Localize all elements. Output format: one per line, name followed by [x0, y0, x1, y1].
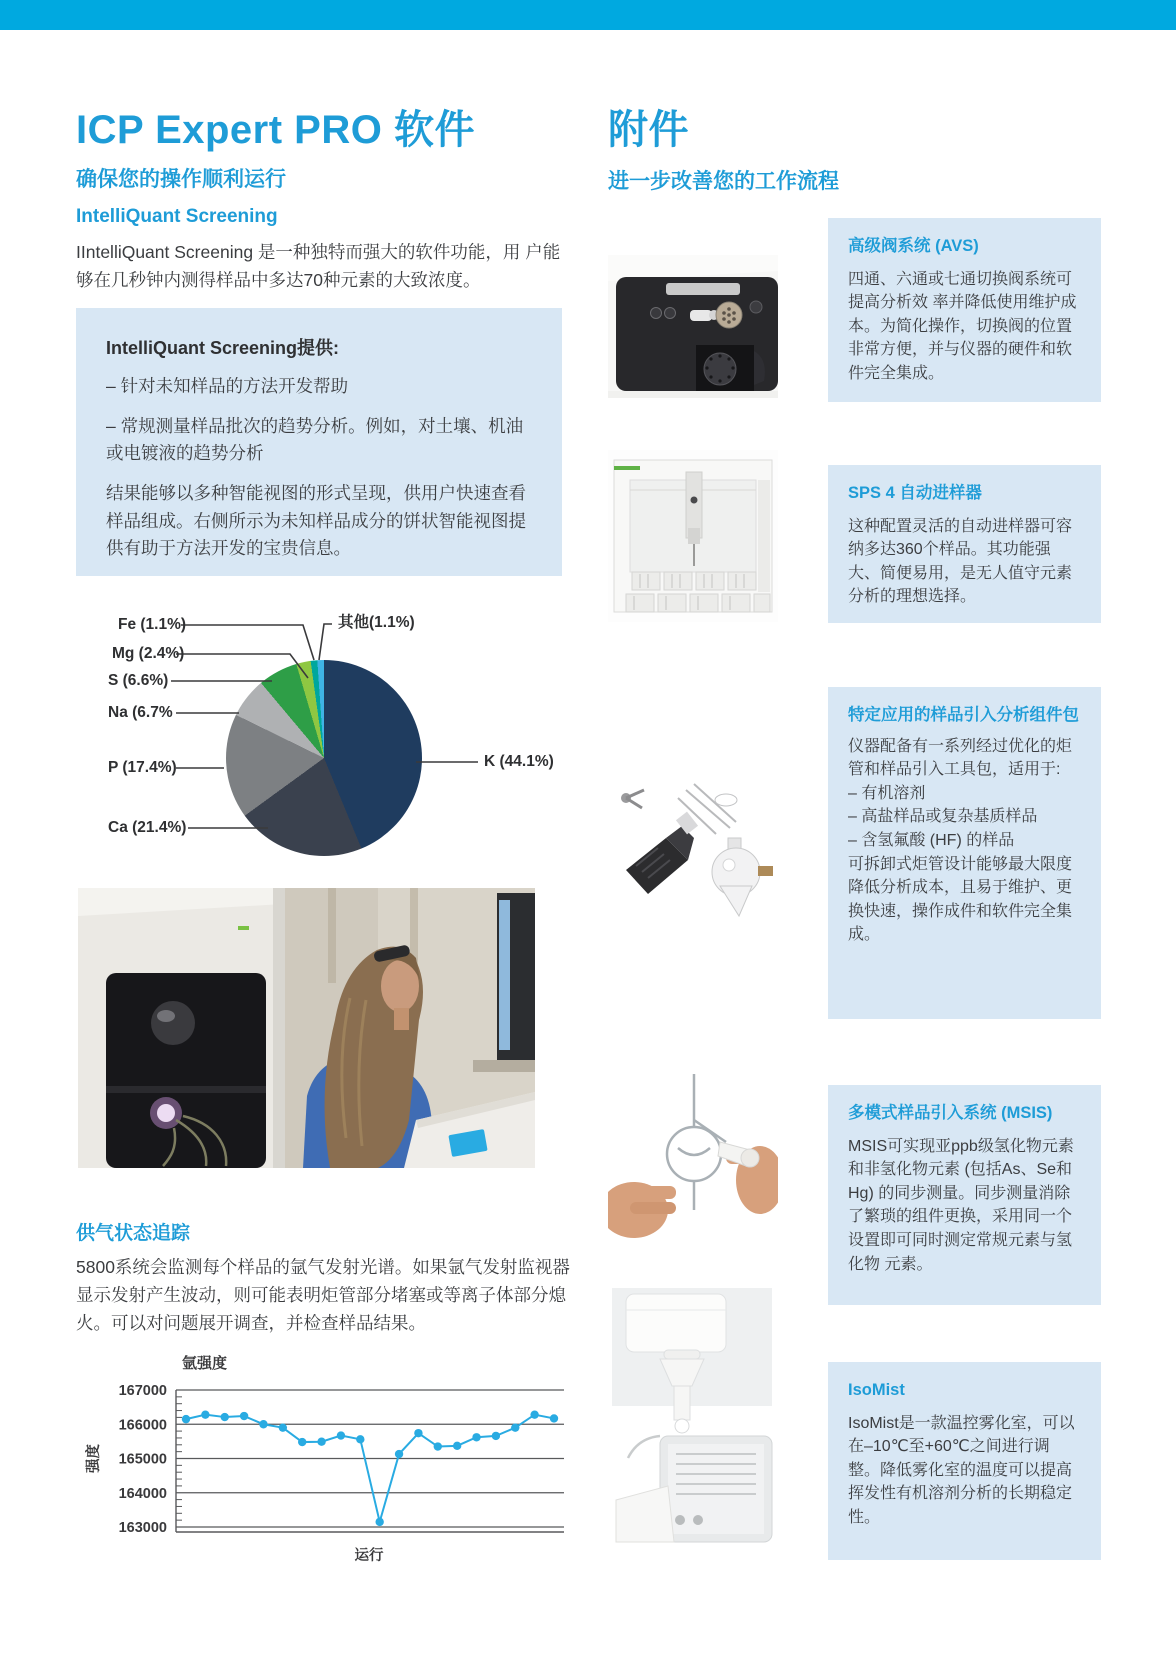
card-title: IsoMist: [848, 1381, 905, 1399]
intelliquant-info-box: [76, 308, 562, 576]
msis-photo: [608, 1058, 778, 1238]
page-title: ICP Expert PRO 软件: [76, 108, 475, 152]
info-box-bullet: – 常规测量样品批次的趋势分析。例如，对土壤、机油或电镀液的趋势分析: [106, 416, 524, 464]
pie-label-s: S (6.6%): [108, 672, 169, 689]
accessory-card-avs: [828, 218, 1101, 402]
section-heading-intelliquant: IntelliQuant Screening: [76, 206, 278, 227]
line-chart-title: 氩强度: [182, 1355, 228, 1372]
pie-label-ca: Ca (21.4%): [108, 819, 187, 836]
card-body: 这种配置灵活的自动进样器可容纳多达360个样品。其功能强大、简便易用，是无人值守元素分析的理想选择。: [848, 517, 1073, 606]
card-body: 四通、六通或七通切换阀系统可提高分析效 率并降低使用维护成本。为简化操作，切换阀的位置非常方便，并与仪器的硬件和软件完全集成。: [848, 270, 1077, 382]
svg-text:164000: 164000: [118, 1485, 167, 1502]
pie-label-na: Na (6.7%: [108, 704, 173, 721]
card-title: SPS 4 自动进样器: [848, 484, 982, 502]
info-box-body: 结果能够以多种智能视图的形式呈现，供用户快速查看样品组成。右侧所示为未知样品成分的饼状智能视图提供有助于方法开发的宝贵信息。: [106, 483, 526, 558]
torch-kit-photo: [608, 742, 778, 937]
accessory-card-isomist: [828, 1362, 1101, 1560]
accessories-subtitle: 进一步改善您的工作流程: [608, 170, 839, 193]
info-box-bullet: – 针对未知样品的方法开发帮助: [106, 376, 349, 396]
card-bullet: – 高盐样品或复杂基质样品: [848, 808, 1038, 826]
card-body: MSIS可实现亚ppb级氢化物元素和非氢化物元素 (包括As、Se和Hg) 的同步测量。同步测量消除了繁琐的组件更换，采用同一个设置即可同时测定常规元素与氢化物 元素。: [848, 1137, 1074, 1273]
line-chart-ylabel: 强度: [86, 1444, 102, 1473]
svg-text:166000: 166000: [118, 1417, 167, 1434]
svg-text:167000: 167000: [118, 1383, 167, 1399]
line-chart-xlabel: 运行: [354, 1548, 384, 1564]
top-brand-bar: [0, 0, 1176, 30]
card-title: 特定应用的样品引入分析组件包: [848, 706, 1079, 724]
analyst-instrument-photo: [78, 888, 535, 1168]
card-bullet: – 有机溶剂: [848, 784, 926, 802]
svg-text:163000: 163000: [118, 1520, 167, 1536]
line-chart: [76, 1348, 586, 1568]
pie-chart: [76, 590, 566, 890]
card-title: 高级阀系统 (AVS): [848, 237, 979, 255]
card-title: 多模式样品引入系统 (MSIS): [848, 1104, 1053, 1122]
line-chart-svg: [76, 1376, 586, 1541]
svg-text:165000: 165000: [118, 1451, 167, 1468]
info-box-heading: IntelliQuant Screening提供:: [106, 338, 340, 358]
card-body: 仪器配备有一系列经过优化的炬管和样品引入工具包，适用于:: [848, 737, 1073, 779]
pie-label-mg: Mg (2.4%): [112, 645, 185, 662]
pie-label-other: 其他(1.1%): [338, 614, 415, 631]
accessory-card-torch-kit: [828, 687, 1101, 1019]
pie-label-p: P (17.4%): [108, 759, 177, 776]
card-body: 可拆卸式炬管设计能够最大限度降低分析成本，且易于维护、更换快速，操作成件和软件完全集成。: [848, 855, 1073, 944]
page-subtitle: 确保您的操作顺利运行: [76, 168, 286, 191]
pie-leader-lines: [76, 590, 566, 890]
section-heading-gas-status: 供气状态追踪: [76, 1223, 191, 1244]
isomist-photo: [608, 1288, 778, 1550]
accessory-card-msis: [828, 1085, 1101, 1305]
gas-status-paragraph: 5800系统会监测每个样品的氩气发射光谱。如果氩气发射监视器显示发射产生波动，则可能表明炬管部分堵塞或等离子体部分熄火。可以对问题展开调查，并检查样品结果。: [76, 1257, 570, 1333]
sps4-autosampler-photo: [608, 450, 778, 622]
accessories-title: 附件: [608, 108, 689, 152]
pie-label-fe: Fe (1.1%): [118, 616, 187, 633]
card-bullet: – 含氢氟酸 (HF) 的样品: [848, 831, 1015, 849]
card-body: IsoMist是一款温控雾化室，可以在–10℃至+60℃之间进行调整。降低雾化室的温度可以提高挥发性有机溶剂分析的长期稳定性。: [848, 1414, 1075, 1526]
avs-valve-photo: [608, 255, 778, 398]
intelliquant-paragraph: IIntelliQuant Screening 是一种独特而强大的软件功能，用 户能够在几秒钟内测得样品中多达70种元素的大致浓度。: [76, 242, 561, 290]
pie-label-k: K (44.1%): [484, 753, 554, 770]
accessory-card-sps4: [828, 465, 1101, 623]
